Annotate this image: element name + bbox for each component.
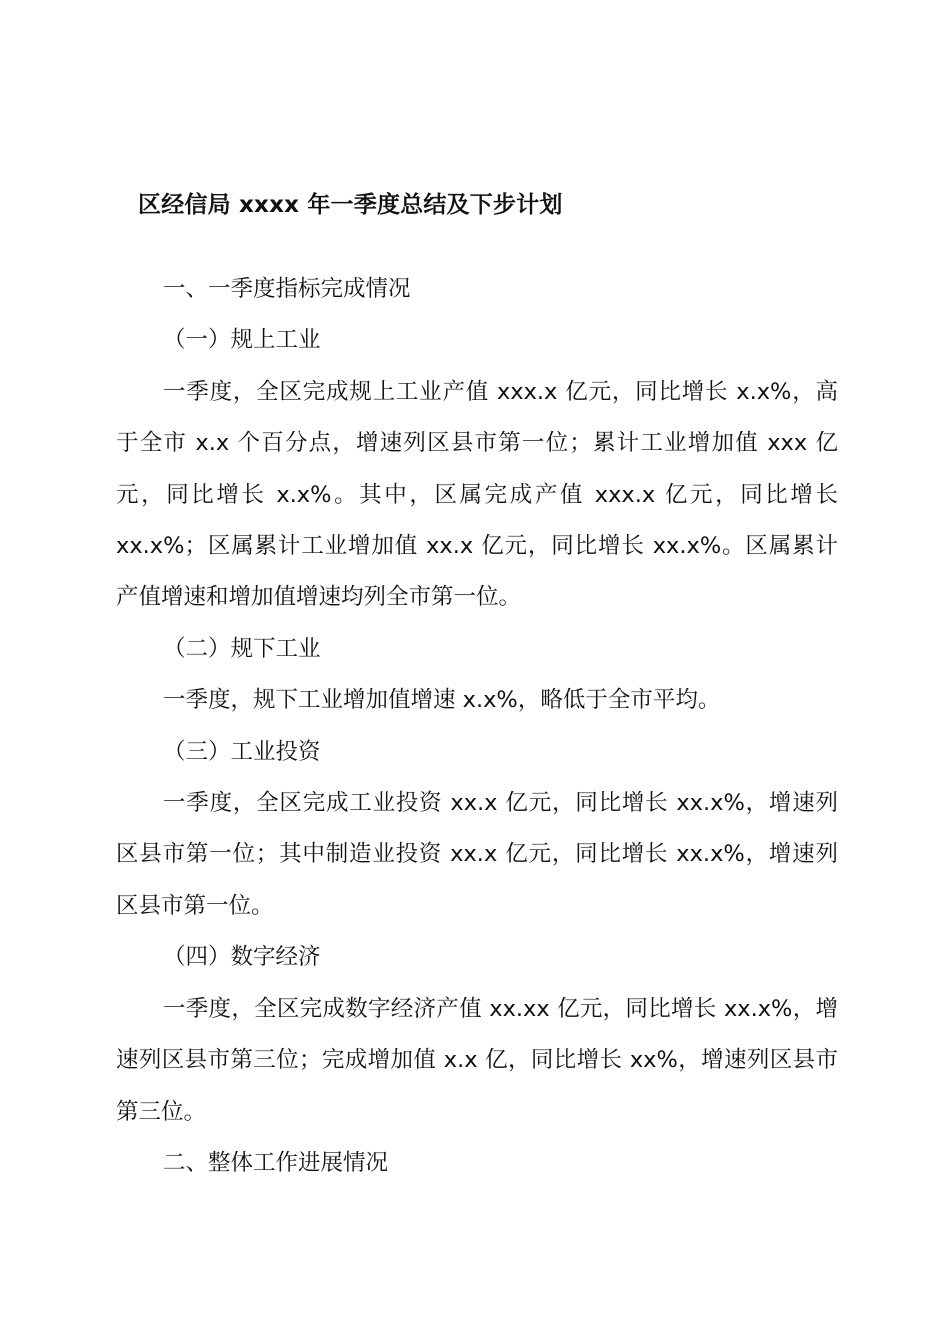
subsection-heading-industrial-investment: （三）工业投资	[163, 738, 321, 765]
paragraph-large-industry: 一季度，全区完成规上工业产值 xxx.x 亿元，同比增长 x.x%，高于全市 x.x 个百分点，增速列区县市第一位；累计工业增加值 xxx 亿元，同比增长 x.x%。其中，区属完成产值 xxx.x 亿元，同比增长 xx.x%；区属累计工业增加值 xx.x 亿元，同比增长 xx.x%。区属累计产值增速和增加值增速均列全市第一位。	[116, 378, 838, 611]
document-title: 区经信局 xxxx 年一季度总结及下步计划	[138, 192, 563, 218]
section-heading-overall-progress: 二、整体工作进展情况	[163, 1149, 389, 1176]
document-body	[116, 264, 838, 1189]
subsection-heading-digital-economy: （四）数字经济	[163, 944, 321, 971]
paragraph-small-industry: 一季度，规下工业增加值增速 x.x%，略低于全市平均。	[163, 687, 721, 714]
subsection-heading-small-industry: （二）规下工业	[163, 635, 321, 662]
paragraph-industrial-investment: 一季度，全区完成工业投资 xx.x 亿元，同比增长 xx.x%，增速列区县市第一位；其中制造业投资 xx.x 亿元，同比增长 xx.x%，增速列区县市第一位。	[116, 790, 838, 919]
paragraph-digital-economy: 一季度，全区完成数字经济产值 xx.xx 亿元，同比增长 xx.x%，增速列区县市第三位；完成增加值 x.x 亿，同比增长 xx%，增速列区县市第三位。	[116, 995, 838, 1125]
section-heading-indicators: 一、一季度指标完成情况	[163, 276, 411, 302]
subsection-heading-large-industry: （一）规上工业	[163, 327, 321, 354]
